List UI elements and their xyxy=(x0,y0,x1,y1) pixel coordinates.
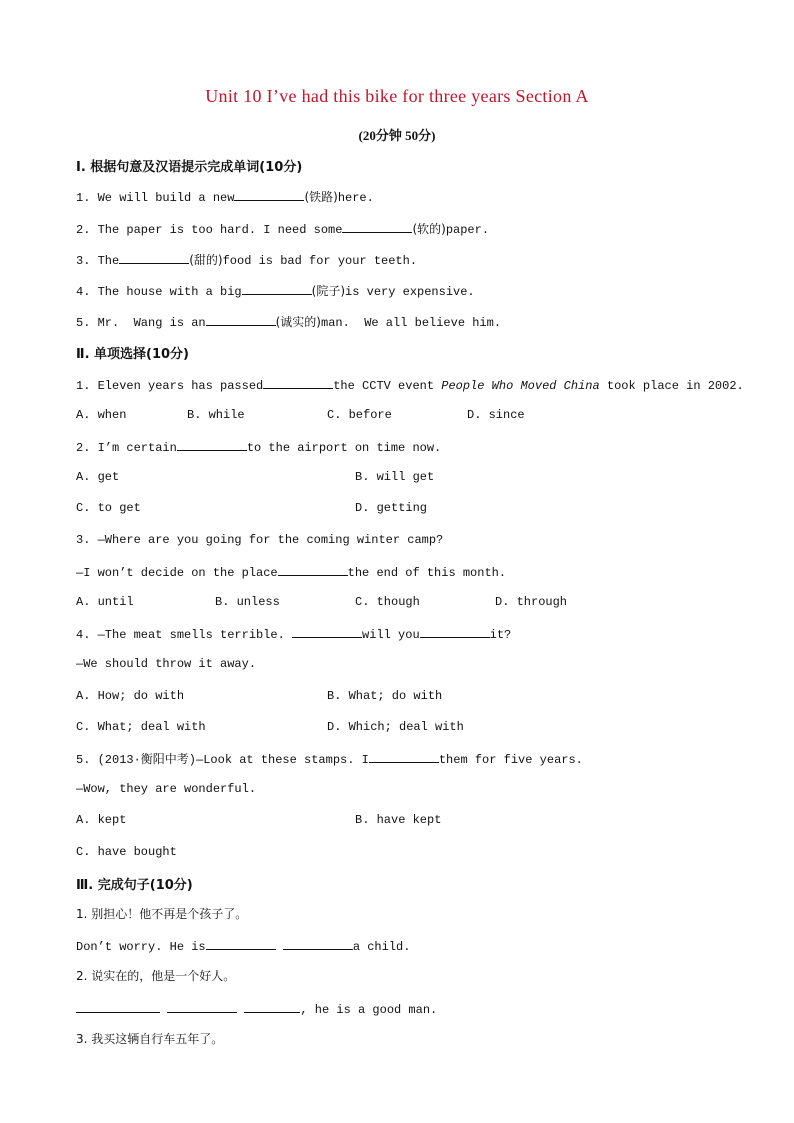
s2-q2-option-a[interactable]: A. get xyxy=(76,470,120,484)
s2-q4-option-b[interactable]: B. What; do with xyxy=(327,689,443,703)
s2-q1-option-c[interactable]: C. before xyxy=(327,408,392,422)
answer-blank[interactable] xyxy=(369,750,439,763)
s2-q2-option-d[interactable]: D. getting xyxy=(355,501,428,515)
s2-question-3: 3. —Where are you going for the coming winter camp? xyxy=(76,533,444,547)
section-2-heading: Ⅱ. 单项选择(10分) xyxy=(76,347,190,362)
s2-question-2: 2. I’m certain to the airport on time now. xyxy=(76,438,441,456)
time-score-note: (20分钟 50分) xyxy=(358,128,436,143)
section-3-heading: Ⅲ. 完成句子(10分) xyxy=(76,878,193,893)
answer-blank[interactable] xyxy=(167,1000,237,1013)
s2-q1-option-b[interactable]: B. while xyxy=(187,408,245,422)
answer-blank[interactable] xyxy=(206,937,276,950)
s3-question-1-prompt: 1. 别担心！他不再是个孩子了。 xyxy=(76,907,248,921)
s2-q2-option-c[interactable]: C. to get xyxy=(76,501,141,515)
answer-blank[interactable] xyxy=(278,563,348,576)
answer-blank[interactable] xyxy=(119,251,189,264)
s2-q2-option-b[interactable]: B. will get xyxy=(355,470,435,484)
s2-q5-option-c[interactable]: C. have bought xyxy=(76,845,177,859)
s3-question-2: , he is a good man. xyxy=(76,1000,437,1018)
s2-q5-option-a[interactable]: A. kept xyxy=(76,813,127,827)
s2-q1-option-d[interactable]: D. since xyxy=(467,408,525,422)
answer-blank[interactable] xyxy=(177,438,247,451)
s2-q3-option-a[interactable]: A. until xyxy=(76,595,134,609)
s2-q1-option-a[interactable]: A. when xyxy=(76,408,127,422)
answer-blank[interactable] xyxy=(420,625,490,638)
s1-question-1: 1. We will build a new (铁路)here. xyxy=(76,190,374,205)
s3-question-2-prompt: 2. 说实在的，他是一个好人。 xyxy=(76,969,236,983)
s3-question-1: Don’t worry. He is a child. xyxy=(76,937,410,955)
s2-q4-option-d[interactable]: D. Which; deal with xyxy=(327,720,464,734)
answer-blank[interactable] xyxy=(234,188,304,201)
s2-q4-reply: —We should throw it away. xyxy=(76,657,257,671)
s2-q4-option-c[interactable]: C. What; deal with xyxy=(76,720,206,734)
answer-blank[interactable] xyxy=(342,220,412,233)
answer-blank[interactable] xyxy=(263,376,333,389)
s1-question-4: 4. The house with a big (院子)is very expensive. xyxy=(76,284,475,299)
answer-blank[interactable] xyxy=(206,313,276,326)
s2-q3-reply: —I won’t decide on the place the end of this month. xyxy=(76,563,506,581)
s2-q3-option-b[interactable]: B. unless xyxy=(215,595,280,609)
s1-question-5: 5. Mr. Wang is an (诚实的)man. We all believe him. xyxy=(76,315,502,330)
s2-question-5: 5. (2013·衡阳中考)—Look at these stamps. I them for five years. xyxy=(76,750,583,768)
answer-blank[interactable] xyxy=(292,625,362,638)
answer-blank[interactable] xyxy=(283,937,353,950)
s2-q5-option-b[interactable]: B. have kept xyxy=(355,813,442,827)
s2-question-1: 1. Eleven years has passed the CCTV event People Who Moved China took place in 2002. xyxy=(76,376,744,394)
s1-question-3: 3. The (甜的)food is bad for your teeth. xyxy=(76,253,418,268)
answer-blank[interactable] xyxy=(244,1000,300,1013)
section-1-heading: Ⅰ. 根据句意及汉语提示完成单词(10分) xyxy=(76,160,303,175)
answer-blank[interactable] xyxy=(76,1000,160,1013)
page-title: Unit 10 I’ve had this bike for three years Section A xyxy=(205,86,589,106)
s3-question-3-prompt: 3. 我买这辆自行车五年了。 xyxy=(76,1032,224,1046)
s2-q5-reply: —Wow, they are wonderful. xyxy=(76,782,257,796)
s2-q3-option-c[interactable]: C. though xyxy=(355,595,420,609)
s1-question-2: 2. The paper is too hard. I need some (软的)paper. xyxy=(76,222,490,237)
answer-blank[interactable] xyxy=(242,282,312,295)
s2-q4-option-a[interactable]: A. How; do with xyxy=(76,689,185,703)
s2-question-4: 4. —The meat smells terrible. will you it? xyxy=(76,625,511,643)
s2-q3-option-d[interactable]: D. through xyxy=(495,595,568,609)
